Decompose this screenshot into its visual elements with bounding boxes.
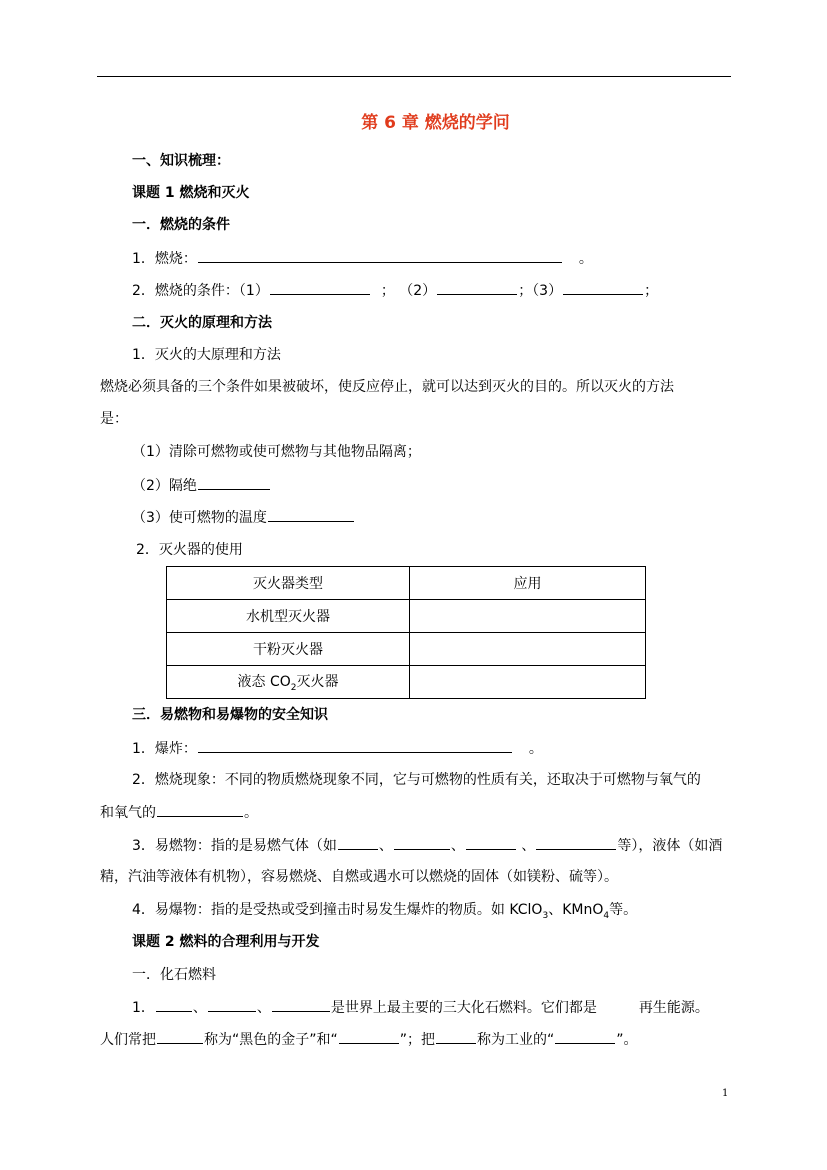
table-cell[interactable] (410, 600, 646, 633)
page-title: 第 6 章 燃烧的学问 (361, 113, 510, 133)
paragraph (132, 835, 722, 856)
end-mark: 。 (528, 741, 543, 757)
subscript: 4 (603, 910, 610, 921)
separator: 、 (256, 1000, 271, 1016)
separator: 、 (192, 1000, 207, 1016)
fill-blank[interactable] (272, 997, 330, 1012)
fill-blank[interactable] (198, 475, 270, 490)
text: 3．易燃物：指的是易燃气体（如 (132, 838, 337, 854)
paragraph: 1．灭火的大原理和方法 (132, 347, 281, 363)
fill-blank[interactable] (339, 1029, 399, 1044)
explosion-definition (132, 738, 543, 759)
table-cell: 水机型灭火器 (167, 600, 410, 633)
text: 再生能源。 (638, 1000, 709, 1016)
text: 是世界上最主要的三大化石燃料。它们都是 (330, 1000, 597, 1016)
cell-text: 灭火器 (296, 674, 339, 691)
table-cell[interactable] (410, 666, 646, 699)
table-cell (167, 666, 410, 699)
fill-blank[interactable] (466, 835, 516, 850)
text: 1． (132, 1000, 155, 1016)
header-rule (97, 76, 731, 77)
text: 人们常把 (100, 1032, 156, 1048)
method-item: （1）清除可燃物或使可燃物与其他物品隔离； (132, 444, 421, 460)
fill-blank[interactable] (338, 835, 378, 850)
text: 称为工业的“ (477, 1032, 555, 1048)
paragraph: 2．燃烧现象：不同的物质燃烧现象不同，它与可燃物的性质有关，还取决于可燃物与氧气的 (132, 772, 701, 788)
section-heading: 一、知识梳理： (132, 153, 230, 169)
subscript: 3 (542, 910, 549, 921)
fill-blank[interactable] (270, 280, 370, 295)
table-cell[interactable] (410, 633, 646, 666)
table-header-row (167, 567, 646, 600)
table-cell: 干粉灭火器 (167, 633, 410, 666)
end-mark: ； (644, 283, 659, 299)
subscript: 2 (290, 682, 297, 693)
method-item (132, 475, 271, 496)
text: ”。 (616, 1032, 638, 1048)
fill-blank[interactable] (198, 248, 562, 263)
subsection-heading: 二．灭火的原理和方法 (132, 315, 272, 331)
paragraph (100, 802, 258, 823)
paragraph: 一．化石燃料 (132, 967, 216, 983)
fill-blank[interactable] (208, 997, 256, 1012)
fill-blank[interactable] (268, 507, 354, 522)
item-label: （2）隔绝 (132, 478, 197, 494)
paragraph: 2．灭火器的使用 (136, 542, 243, 558)
fill-blank[interactable] (157, 1029, 203, 1044)
text: 称为“黑色的金子”和“ (204, 1032, 338, 1048)
fill-blank[interactable] (437, 280, 517, 295)
subsection-heading: 一．燃烧的条件 (132, 217, 230, 233)
separator: ；（3） (518, 283, 563, 299)
item-label: 1．爆炸： (132, 741, 197, 757)
table-row (167, 600, 646, 633)
end-mark: 。 (244, 805, 258, 821)
text: ”；把 (399, 1032, 436, 1048)
fill-blank[interactable] (563, 280, 643, 295)
paragraph: 燃烧必须具备的三个条件如果被破坏，使反应停止，就可以达到灭火的目的。所以灭火的方法 (100, 379, 674, 395)
subsection-heading: 三．易燃物和易爆物的安全知识 (132, 707, 328, 723)
topic-heading: 课题 1 燃烧和灭火 (132, 185, 250, 201)
separator: 、 (450, 838, 465, 854)
end-mark: 。 (578, 251, 593, 267)
separator: 、 (516, 838, 536, 854)
extinguisher-table (166, 566, 646, 699)
text: 等），液体（如酒 (617, 838, 723, 854)
item-label: （3）使可燃物的温度 (132, 510, 267, 526)
paragraph: 精，汽油等液体有机物），容易燃烧、自燃或遇水可以燃烧的固体（如镁粉、硫等）。 (100, 869, 618, 885)
fill-blank[interactable] (157, 802, 243, 817)
item-label: 1．燃烧： (132, 251, 197, 267)
item-label: 2．燃烧的条件：（1） (132, 283, 269, 299)
cell-text: 液态 CO (237, 674, 291, 691)
method-item (132, 507, 355, 528)
page-number: 1 (722, 1088, 729, 1099)
text: 4．易爆物：指的是受热或受到撞击时易发生爆炸的物质。如 KClO (132, 902, 543, 918)
table-row (167, 666, 646, 699)
table-row (167, 633, 646, 666)
text: 等。 (609, 902, 638, 918)
column-header: 灭火器类型 (167, 567, 410, 600)
paragraph (132, 900, 637, 926)
fill-blank[interactable] (156, 997, 192, 1012)
combustion-conditions (132, 280, 658, 301)
separator: ； （2） (380, 283, 437, 299)
fill-blank[interactable] (198, 738, 512, 753)
combustion-definition (132, 248, 593, 269)
fill-blank[interactable] (536, 835, 616, 850)
paragraph (132, 997, 709, 1018)
topic-heading: 课题 2 燃料的合理利用与开发 (132, 934, 320, 950)
separator: 、 (378, 838, 393, 854)
paragraph (100, 1029, 638, 1050)
paragraph: 是： (100, 411, 128, 427)
fill-blank[interactable] (555, 1029, 615, 1044)
fill-blank[interactable] (436, 1029, 476, 1044)
fill-blank[interactable] (394, 835, 450, 850)
text: 和氧气的 (100, 805, 156, 821)
text: 、KMnO (548, 902, 604, 918)
column-header: 应用 (410, 567, 646, 600)
